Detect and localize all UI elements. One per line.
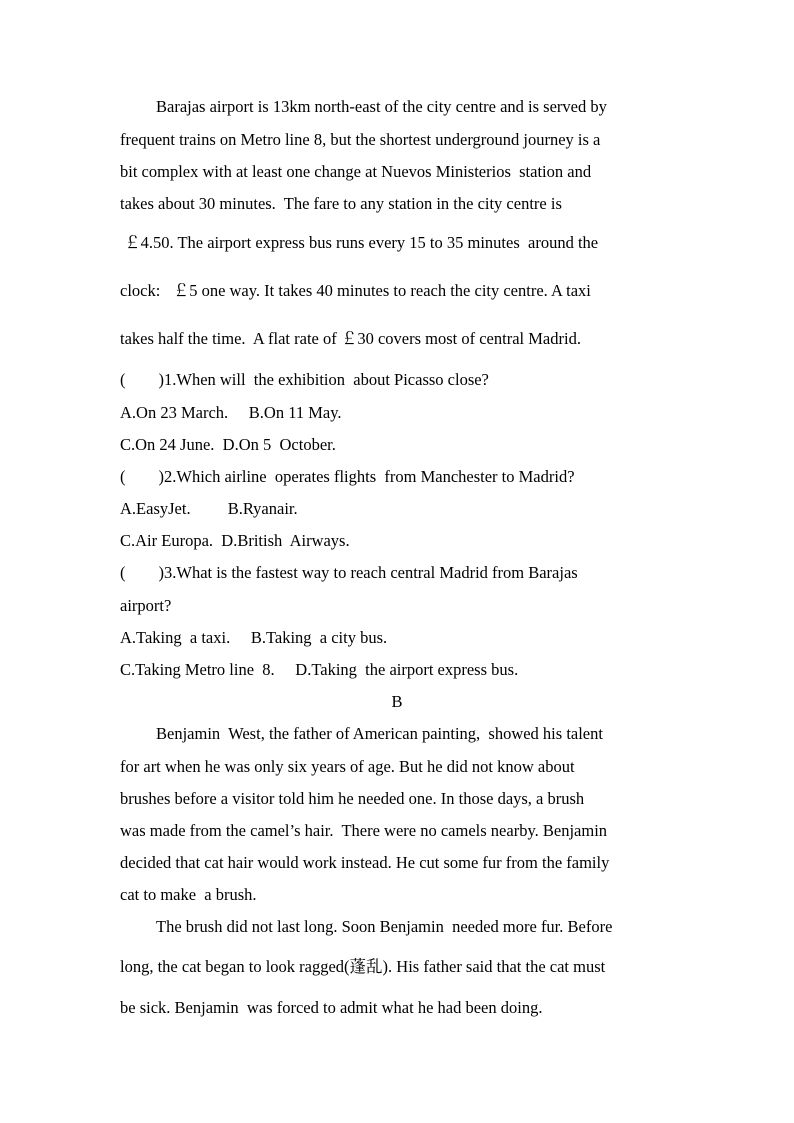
passage-b-line: brushes before a visitor told him he needed one. In those days, a brush: [120, 789, 585, 808]
passage-a-line: frequent trains on Metro line 8, but the shortest underground journey is a: [120, 130, 601, 149]
passage-b-line: cat to make a brush.: [120, 885, 257, 904]
passage-a-line: ￡4.50. The airport express bus runs every 15 to 35 minutes around the: [120, 233, 599, 252]
passage-b-line: for art when he was only six years of age. But he did not know about: [120, 757, 575, 776]
question-stem: ( )1.When will the exhibition about Picasso close?: [120, 370, 489, 389]
passage-a-line: Barajas airport is 13km north-east of the city centre and is served by: [156, 97, 607, 116]
answer-options: A.Taking a taxi. B.Taking a city bus.: [120, 628, 388, 647]
answer-options: C.Air Europa. D.British Airways.: [120, 531, 350, 550]
passage-b-line: be sick. Benjamin was forced to admit what he had been doing.: [120, 998, 543, 1017]
section-b-heading: B: [391, 692, 403, 711]
passage-a-line: takes half the time. A flat rate of ￡30 covers most of central Madrid.: [120, 329, 581, 348]
passage-a-line: clock: ￡5 one way. It takes 40 minutes to reach the city centre. A taxi: [120, 281, 591, 300]
passage-b-line: decided that cat hair would work instead. He cut some fur from the family: [120, 853, 610, 872]
passage-a-line: takes about 30 minutes. The fare to any station in the city centre is: [120, 194, 562, 213]
answer-options: A.EasyJet. B.Ryanair.: [120, 499, 298, 518]
question-stem-continued: airport?: [120, 596, 172, 615]
question-stem: ( )2.Which airline operates flights from Manchester to Madrid?: [120, 467, 575, 486]
passage-a-line: bit complex with at least one change at Nuevos Ministerios station and: [120, 162, 592, 181]
question-stem: ( )3.What is the fastest way to reach central Madrid from Barajas: [120, 563, 578, 582]
passage-b-line: was made from the camel’s hair. There were no camels nearby. Benjamin: [120, 821, 608, 840]
passage-b-line: Benjamin West, the father of American painting, showed his talent: [156, 724, 603, 743]
passage-b-line: long, the cat began to look ragged(蓬乱). His father said that the cat must: [120, 957, 606, 976]
answer-options: A.On 23 March. B.On 11 May.: [120, 403, 342, 422]
passage-b-line: The brush did not last long. Soon Benjamin needed more fur. Before: [156, 917, 613, 936]
answer-options: C.On 24 June. D.On 5 October.: [120, 435, 336, 454]
answer-options: C.Taking Metro line 8. D.Taking the airport express bus.: [120, 660, 519, 679]
